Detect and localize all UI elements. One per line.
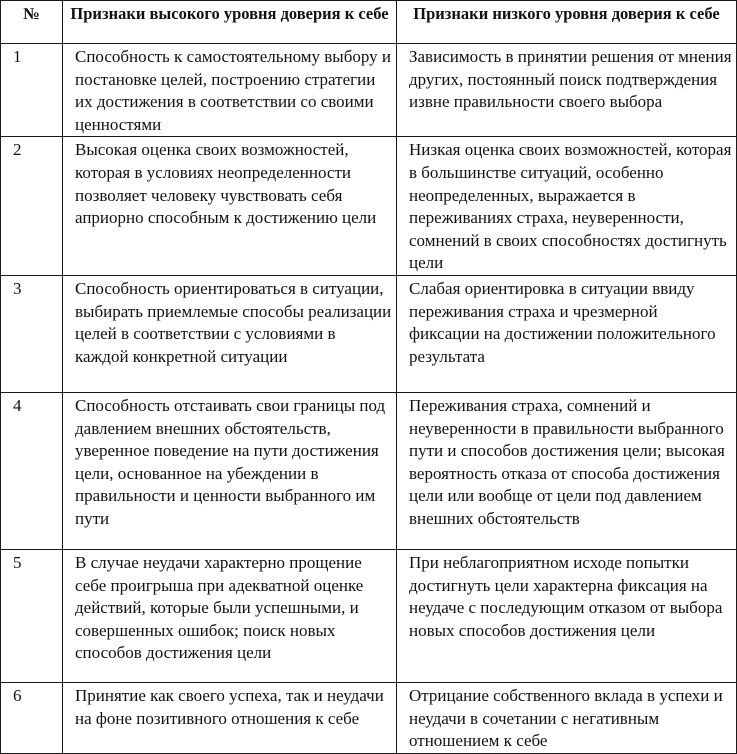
low-trust-cell: Переживания страха, сомнений и неуверенности в правильности выбранного пути и способов достижения цели; высокая вероятность отказа от способа достижения цели или вообще от цели под давлением внешних обстоятельств: [397, 392, 737, 549]
low-trust-cell: Низкая оценка своих возможностей, которая в большинстве ситуаций, особенно неопределенных, выражается в переживаниях страха, неуверенности, сомнений в своих способностях достигнуть цели: [397, 137, 737, 276]
low-trust-cell: Зависимость в принятии решения от мнения других, постоянный поиск подтверждения извне правильности своего выбора: [397, 44, 737, 137]
row-number: 2: [1, 137, 63, 276]
row-number: 5: [1, 549, 63, 682]
header-high-trust: Признаки высокого уровня доверия к себе: [63, 1, 397, 44]
table-row: [1, 275, 737, 392]
high-trust-cell: Принятие как своего успеха, так и неудачи на фоне позитивного отношения к себе: [63, 682, 397, 753]
header-number: №: [1, 1, 63, 44]
high-trust-cell: Способность отстаивать свои границы под давлением внешних обстоятельств, уверенное поведение на пути достижения цели, основанное на убеждении в правильности и ценности выбранного им пути: [63, 392, 397, 549]
table-row: [1, 549, 737, 682]
header-low-trust: Признаки низкого уровня доверия к себе: [397, 1, 737, 44]
row-number: 3: [1, 275, 63, 392]
high-trust-cell: В случае неудачи характерно прощение себе проигрыша при адекватной оценке действий, которые были успешными, и совершенных ошибок; поиск новых способов достижения цели: [63, 549, 397, 682]
row-number: 4: [1, 392, 63, 549]
table-row: [1, 682, 737, 753]
high-trust-cell: Высокая оценка своих возможностей, которая в условиях неопределенности позволяет человеку чувствовать себя априорно способным к достижению цели: [63, 137, 397, 276]
low-trust-cell: Отрицание собственного вклада в успехи и неудачи в сочетании с негативным отношением к себе: [397, 682, 737, 753]
row-number: 6: [1, 682, 63, 753]
row-number: 1: [1, 44, 63, 137]
low-trust-cell: Слабая ориентировка в ситуации ввиду переживания страха и чрезмерной фиксации на достижении положительного результата: [397, 275, 737, 392]
table-row: [1, 137, 737, 276]
header-row: [1, 1, 737, 44]
low-trust-cell: При неблагоприятном исходе попытки достигнуть цели характерна фиксация на неудаче с последующим отказом от выбора новых способов достижения цели: [397, 549, 737, 682]
high-trust-cell: Способность ориентироваться в ситуации, выбирать приемлемые способы реализации целей в соответствии с условиями в каждой конкретной ситуации: [63, 275, 397, 392]
table-row: [1, 44, 737, 137]
high-trust-cell: Способность к самостоятельному выбору и постановке целей, построению стратегии их достижения в соответствии со своими ценностями: [63, 44, 397, 137]
table-row: [1, 392, 737, 549]
